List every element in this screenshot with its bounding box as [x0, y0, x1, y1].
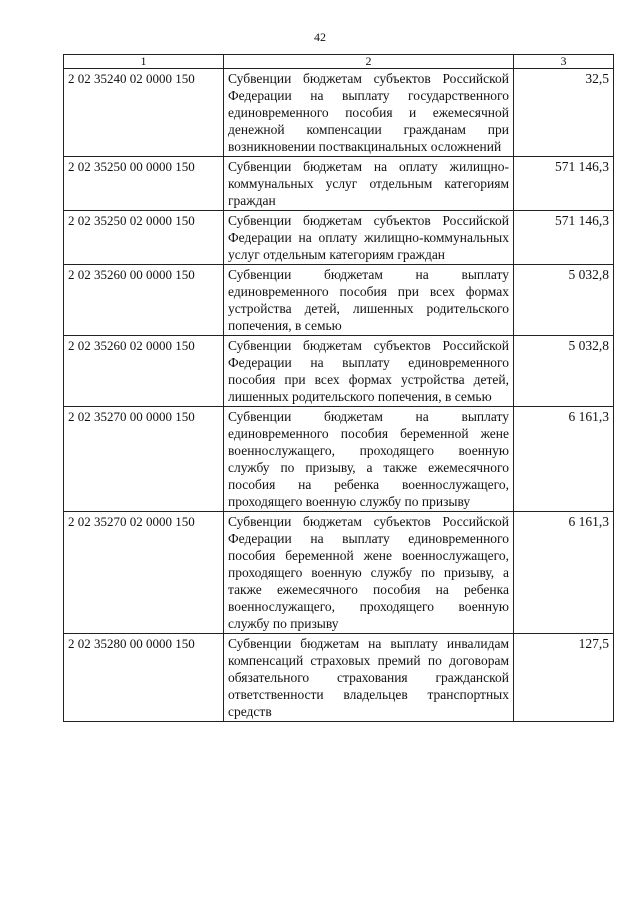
revenue-name-cell: Субвенции бюджетам на выплату единовременного пособия беременной жене военнослужащего, проходящего военную службу по призыву, а также ежемесячного пособия на ребенка военнослужащего, проходящего военную службу по призыву	[224, 407, 514, 512]
revenue-name-cell: Субвенции бюджетам субъектов Российской Федерации на оплату жилищно-коммунальных услуг отдельным категориям граждан	[224, 211, 514, 265]
column-header-name: 2	[224, 55, 514, 69]
amount-cell: 6 161,3	[514, 407, 614, 512]
budget-code-cell: 2 02 35260 00 0000 150	[64, 265, 224, 336]
budget-code-cell: 2 02 35260 02 0000 150	[64, 336, 224, 407]
table-header-row	[64, 55, 614, 69]
table-row	[64, 69, 614, 157]
page-number: 42	[314, 30, 326, 44]
table-row	[64, 336, 614, 407]
amount-cell: 571 146,3	[514, 157, 614, 211]
table-row	[64, 265, 614, 336]
revenue-name-cell: Субвенции бюджетам субъектов Российской Федерации на выплату государственного единовременного пособия и ежемесячной денежной компенсации гражданам при возникновении поствакцинальных осложнений	[224, 69, 514, 157]
revenue-name-cell: Субвенции бюджетам на оплату жилищно-коммунальных услуг отдельным категориям граждан	[224, 157, 514, 211]
revenue-name-cell: Субвенции бюджетам субъектов Российской Федерации на выплату единовременного пособия беременной жене военнослужащего, проходящего военную службу по призыву, а также ежемесячного пособия на ребенка военнослужащего, проходящего военную службу по призыву	[224, 512, 514, 634]
revenue-name-cell: Субвенции бюджетам субъектов Российской Федерации на выплату единовременного пособия при всех формах устройства детей, лишенных родительского попечения, в семью	[224, 336, 514, 407]
table-row	[64, 211, 614, 265]
revenue-name-cell: Субвенции бюджетам на выплату инвалидам компенсаций страховых премий по договорам обязательного страхования гражданской ответственности владельцев транспортных средств	[224, 634, 514, 722]
amount-cell: 6 161,3	[514, 512, 614, 634]
revenue-name-cell: Субвенции бюджетам на выплату единовременного пособия при всех формах устройства детей, лишенных родительского попечения, в семью	[224, 265, 514, 336]
column-header-code: 1	[64, 55, 224, 69]
amount-cell: 32,5	[514, 69, 614, 157]
budget-code-cell: 2 02 35250 02 0000 150	[64, 211, 224, 265]
budget-code-cell: 2 02 35240 02 0000 150	[64, 69, 224, 157]
budget-code-cell: 2 02 35250 00 0000 150	[64, 157, 224, 211]
budget-code-cell: 2 02 35280 00 0000 150	[64, 634, 224, 722]
table-row	[64, 634, 614, 722]
table-row	[64, 157, 614, 211]
amount-cell: 5 032,8	[514, 265, 614, 336]
budget-code-cell: 2 02 35270 02 0000 150	[64, 512, 224, 634]
budget-code-cell: 2 02 35270 00 0000 150	[64, 407, 224, 512]
amount-cell: 127,5	[514, 634, 614, 722]
table-row	[64, 407, 614, 512]
amount-cell: 5 032,8	[514, 336, 614, 407]
column-header-amount: 3	[514, 55, 614, 69]
budget-revenue-table	[63, 54, 614, 722]
table-row	[64, 512, 614, 634]
amount-cell: 571 146,3	[514, 211, 614, 265]
